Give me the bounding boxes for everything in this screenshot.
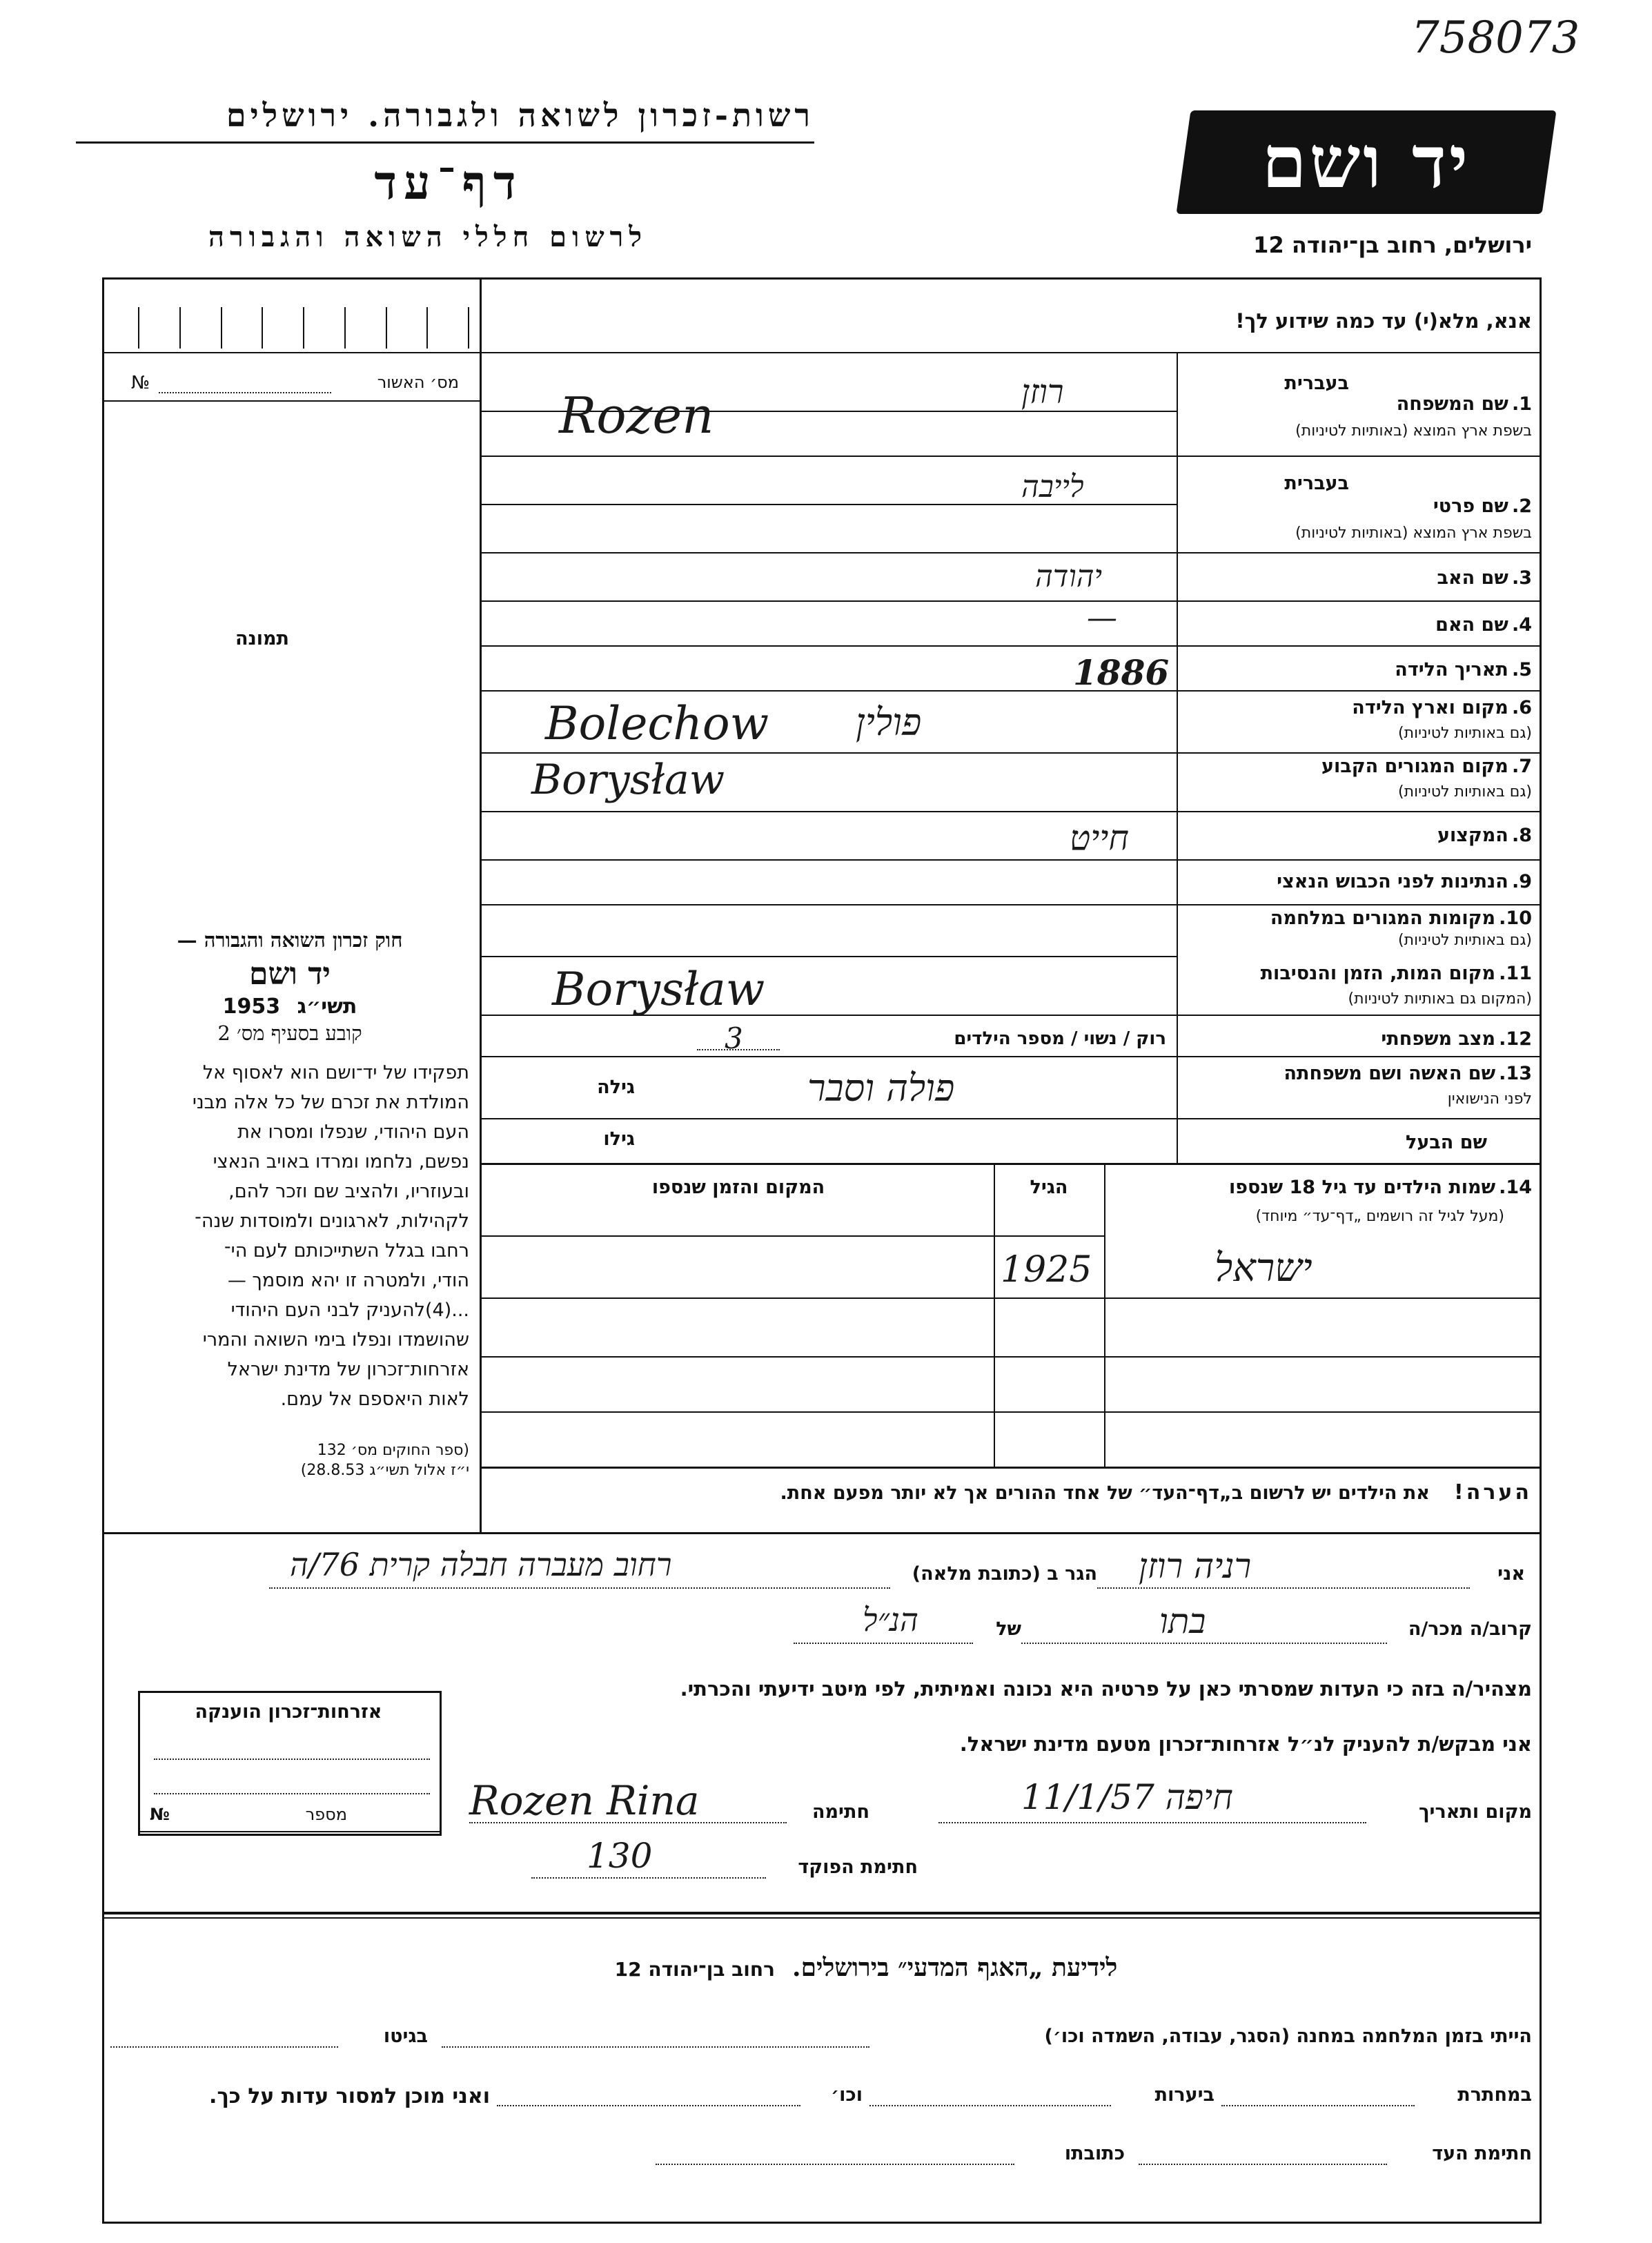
certificate-box xyxy=(138,1691,442,1836)
field-12-status: רוק / נשוי / מספר הילדים xyxy=(954,1028,1166,1049)
organization-title: רשות-זכרון לשואה ולגבורה. ירושלים xyxy=(226,97,814,134)
footer-line2-c: וכו׳ xyxy=(831,2084,863,2106)
field-5-title: תאריך הלידה xyxy=(1395,659,1508,680)
form-subtitle: לרשום חללי השואה והגבורה xyxy=(208,221,648,253)
decl-relation-line xyxy=(1021,1643,1387,1644)
field-2-sub: בשפת ארץ המוצא (באותיות לטיניות) xyxy=(1295,525,1532,542)
field-8-value[interactable]: חייט xyxy=(1070,818,1130,858)
row-sep xyxy=(481,1163,1540,1165)
law-line: העם היהודי, שנפלו ומסרו את xyxy=(237,1122,469,1143)
row-sep xyxy=(481,956,1177,957)
row-sep xyxy=(481,811,1540,812)
field-13-maiden-tag: גילה xyxy=(597,1077,635,1098)
field-1-sub: בשפת ארץ המוצא (באותיות לטיניות) xyxy=(1295,422,1532,440)
footer-witness-signature-field[interactable] xyxy=(1139,2164,1387,2165)
law-line: לאות היאספם אל עמם. xyxy=(280,1389,469,1410)
children-header-line xyxy=(481,1235,1104,1237)
decl-line-3: מצהיר/ה בזה כי העדות שמסרתי כאן על פרטיה היא נכונה ואמיתית, לפי מיטב ידיעתי והכרתי. xyxy=(680,1677,1532,1701)
field-9-title: הנתינות לפני הכבוש הנאצי xyxy=(1277,871,1508,892)
decl-of-line xyxy=(794,1643,973,1644)
decl-relation[interactable]: בתו xyxy=(1159,1601,1206,1641)
row-sep xyxy=(481,690,1540,692)
field-7-title: מקום המגורים הקבוע xyxy=(1321,756,1508,777)
field-6-latin-value[interactable]: Bolechow xyxy=(545,697,769,750)
law-line: אזרחות־זכרון של מדינת ישראל xyxy=(227,1359,469,1380)
field-1-heb-tag: בעברית xyxy=(1284,373,1349,394)
signature-label: חתימה xyxy=(812,1801,869,1823)
child-1-name[interactable]: ישראל xyxy=(1215,1246,1312,1291)
footer-line2-b: ביערות xyxy=(1154,2084,1215,2106)
certificate-divider xyxy=(140,1831,440,1832)
law-name: יד ושם xyxy=(249,957,331,992)
note-bottom-line xyxy=(104,1532,1540,1534)
field-13-sub: לפני הנישואין xyxy=(1447,1090,1532,1108)
row-sep xyxy=(481,600,1540,602)
field-10-title: מקומות המגורים במלחמה xyxy=(1270,908,1496,929)
field-13-label xyxy=(1183,1063,1532,1084)
law-line: נפשם, נלחמו ומרדו באויב הנאצי xyxy=(213,1151,469,1173)
place-date-value[interactable]: 11/1/57 חיפה xyxy=(1021,1777,1233,1817)
row-sep xyxy=(481,1118,1540,1119)
row-sep xyxy=(481,1056,1540,1057)
field-5-num: 5. xyxy=(1511,659,1532,680)
note-text: את הילדים יש לרשום ב„דף־העד״ של אחד ההורים אך לא יותר מפעם אחת. xyxy=(780,1482,1430,1504)
approval-number-field[interactable] xyxy=(159,392,331,393)
children-row-line xyxy=(481,1356,1540,1358)
children-title: שמות הילדים עד גיל 18 שנספו xyxy=(1229,1177,1496,1198)
footer-line1-b: בגיטו xyxy=(383,2026,428,2047)
approval-row-line xyxy=(104,352,1540,353)
logo-text: יד ושם xyxy=(1261,119,1471,204)
footer-ghetto-field[interactable] xyxy=(110,2046,338,2048)
children-row-line xyxy=(481,1411,1540,1413)
field-11-sub: (המקום גם באותיות לטיניות) xyxy=(1348,990,1532,1008)
field-7-num: 7. xyxy=(1511,756,1532,777)
field-11-title: מקום המות, הזמן והנסיבות xyxy=(1260,963,1496,984)
footer-line1-field[interactable] xyxy=(442,2046,869,2048)
law-line: לקהילות, לארגונים ולמוסדות שנה־ xyxy=(195,1211,469,1232)
children-col-age: הגיל xyxy=(1030,1177,1068,1198)
field-2-heb-value[interactable]: לייבה xyxy=(1021,469,1084,505)
footer-forest-field[interactable] xyxy=(869,2105,1111,2106)
children-col-border xyxy=(994,1163,995,1467)
field-7-label xyxy=(1183,756,1532,777)
row-sep xyxy=(481,456,1540,457)
children-sub: (מעל לגיל זה רושמים „דף־עד״ מיוחד) xyxy=(1255,1208,1504,1225)
children-col-border xyxy=(1104,1163,1105,1467)
field-5-label xyxy=(1183,659,1532,680)
children-label xyxy=(1111,1177,1532,1198)
field-2-title: שם פרטי xyxy=(1433,496,1508,517)
approval-num-sign: № xyxy=(131,373,150,393)
footer-line1-a: הייתי בזמן המלחמה במחנה (הסגר, עבודה, השמדה וכו׳) xyxy=(1044,2026,1532,2047)
certificate-line xyxy=(154,1759,430,1760)
field-10-num: 10. xyxy=(1499,908,1532,929)
law-title: חוק זכרון השואה והגבורה — xyxy=(177,928,403,952)
section-divider xyxy=(104,1912,1540,1914)
intro-text: אנא, מלא(י) עד כמה שידוע לך! xyxy=(1235,309,1532,333)
footer-address: רחוב בן־יהודה 12 xyxy=(614,1958,775,1981)
org-title-underline xyxy=(76,141,814,144)
field-1-latin-value[interactable]: Rozen xyxy=(559,386,714,444)
law-reference-1: (ספר החוקים מס׳ 132 xyxy=(317,1442,469,1459)
field-13-value[interactable]: פולה וסבר xyxy=(807,1066,955,1110)
law-line: ...(4)להעניק לבני העם היהודי xyxy=(230,1300,469,1321)
field-1-num: 1. xyxy=(1511,393,1532,415)
officer-value[interactable]: 130 xyxy=(587,1836,653,1876)
decl-name[interactable]: רניה רוזן xyxy=(1139,1546,1252,1586)
children-col-place: המקום והזמן שנספו xyxy=(651,1177,825,1198)
form-title: דף־עד xyxy=(374,155,523,210)
decl-address[interactable]: רחוב מעברה חבלה קרית 76/ה xyxy=(290,1546,672,1583)
field-12-title: מצב משפחתי xyxy=(1381,1028,1496,1050)
decl-ani: אני xyxy=(1497,1563,1525,1585)
field-3-title: שם האב xyxy=(1437,567,1508,589)
photo-label: תמונה xyxy=(235,628,290,649)
row-sep xyxy=(481,859,1540,861)
field-1-heb-value[interactable]: רוזן xyxy=(1021,373,1064,411)
section-divider xyxy=(104,1917,1540,1919)
field-11-num: 11. xyxy=(1499,963,1532,984)
law-year-heb: תשי״ג xyxy=(297,995,357,1019)
law-line: תפקידו של יד־ושם הוא לאסוף אל xyxy=(202,1062,469,1084)
husband-maiden-tag: גילו xyxy=(603,1128,635,1150)
approval-label: מס׳ האשור xyxy=(377,373,459,392)
field-4-title: שם האם xyxy=(1435,614,1508,636)
row-sep xyxy=(481,552,1540,554)
header-address: ירושלים, רחוב בן־יהודה 12 xyxy=(1253,232,1532,258)
approval-bottom-line xyxy=(104,400,481,402)
field-2-label xyxy=(1183,496,1532,517)
row-sep xyxy=(481,645,1540,647)
yad-vashem-logo xyxy=(1176,110,1556,214)
children-row-line xyxy=(481,1467,1540,1469)
certificate-line xyxy=(154,1793,430,1794)
field-4-num: 4. xyxy=(1511,614,1532,636)
signature-value[interactable]: Rozen Rina xyxy=(469,1777,700,1824)
decl-name-line xyxy=(1097,1587,1470,1589)
law-text xyxy=(110,1058,469,1414)
field-1-label xyxy=(1183,393,1532,415)
certificate-number-label: מספר xyxy=(305,1805,347,1824)
field-13-num: 13. xyxy=(1499,1063,1532,1084)
field-6-title: מקום וארץ הלידה xyxy=(1352,697,1508,718)
footer-line3-a: חתימת העד xyxy=(1432,2143,1532,2164)
law-line: הודי, ולמטרה זו יהא מוסמך — xyxy=(227,1270,469,1291)
law-block xyxy=(110,928,469,1479)
footer-title: לידיעת „האגף המדעי״ בירושלים. xyxy=(792,1953,1118,1982)
children-row-line xyxy=(481,1297,1540,1299)
officer-line xyxy=(531,1877,766,1879)
row-sep xyxy=(481,904,1540,905)
decl-address-line xyxy=(269,1587,890,1589)
certificate-num-sign: № xyxy=(150,1805,170,1824)
field-3-num: 3. xyxy=(1511,567,1532,589)
footer-line2-a: במחתרת xyxy=(1457,2084,1532,2106)
note-line xyxy=(483,1480,1532,1505)
field-4-value[interactable]: — xyxy=(1087,600,1117,636)
decl-shel: של xyxy=(996,1618,1021,1640)
row-sep xyxy=(481,752,1540,754)
decl-line-4: אני מבקש/ת להעניק לנ״ל אזרחות־זכרון מטעם מדינת ישראל. xyxy=(959,1732,1532,1756)
footer-etc-field[interactable] xyxy=(497,2105,800,2106)
husband-label: שם הבעל xyxy=(1405,1132,1487,1153)
field-6-sub: (גם באותיות לטיניות) xyxy=(1398,725,1532,742)
approval-grid xyxy=(138,307,469,349)
law-year: 1953 xyxy=(222,995,281,1019)
field-4-label xyxy=(1183,614,1532,636)
child-1-age[interactable]: 1925 xyxy=(1001,1249,1092,1291)
field-9-num: 9. xyxy=(1511,871,1532,892)
field-7-sub: (גם באותיות לטיניות) xyxy=(1398,783,1532,801)
label-column-border xyxy=(1177,352,1178,1163)
certificate-title: אזרחות־זכרון הוענקה xyxy=(195,1701,382,1723)
reference-number: 758073 xyxy=(1411,12,1580,63)
field-11-latin-value[interactable]: Borysław xyxy=(552,963,765,1016)
field-10-label xyxy=(1183,908,1532,929)
law-year-line xyxy=(110,995,469,1019)
field-8-title: המקצוע xyxy=(1437,825,1508,846)
decl-gar-b: הגר ב (כתובת מלאה) xyxy=(912,1563,1097,1585)
field-3-value[interactable]: יהודה xyxy=(1035,559,1103,594)
law-line: שהושמדו ונפלו בימי השואה והמרי xyxy=(202,1329,469,1351)
decl-relative: קרוב/ה מכר/ה xyxy=(1408,1618,1532,1640)
law-reference-2: י״ז אלול תשי״ג 28.8.53) xyxy=(300,1462,469,1479)
footer-line2-d: ואני מוכן למסור עדות על כך. xyxy=(209,2084,490,2108)
field-12-num: 12. xyxy=(1499,1028,1532,1050)
field-7-latin-value[interactable]: Borysław xyxy=(531,756,725,804)
law-clause: קובע בסעיף מס׳ 2 xyxy=(217,1021,362,1045)
field-8-num: 8. xyxy=(1511,825,1532,846)
footer-title-line xyxy=(483,1953,1249,1982)
footer-witness-address-field[interactable] xyxy=(656,2164,1014,2165)
field-9-label xyxy=(1183,871,1532,892)
field-2-num: 2. xyxy=(1511,496,1532,517)
law-line: המולדת את זכרם של כל אלה מבני xyxy=(192,1092,469,1113)
field-6-num: 6. xyxy=(1511,697,1532,718)
place-date-label: מקום ותאריך xyxy=(1418,1801,1532,1823)
field-10-sub: (גם באותיות לטיניות) xyxy=(1398,932,1532,949)
field-12-children[interactable]: 3 xyxy=(725,1021,743,1055)
field-5-value[interactable]: 1886 xyxy=(1073,652,1170,693)
footer-line3-b: כתובתו xyxy=(1064,2143,1125,2164)
law-line: רחבו בגלל השתייכותם לעם הי־ xyxy=(224,1240,469,1262)
left-column-border xyxy=(480,277,482,1534)
field-3-label xyxy=(1183,567,1532,589)
field-13-title: שם האשה ושם משפחתה xyxy=(1284,1063,1496,1084)
field-6-label xyxy=(1183,697,1532,718)
officer-label: חתימת הפוקד xyxy=(798,1857,918,1878)
field-2-heb-tag: בעברית xyxy=(1284,473,1349,494)
field-12-label xyxy=(1183,1028,1532,1050)
place-date-line xyxy=(938,1822,1366,1823)
field-8-label xyxy=(1183,825,1532,846)
note-label: הערה! xyxy=(1454,1480,1532,1505)
footer-underground-field[interactable] xyxy=(1221,2105,1415,2106)
children-num: 14. xyxy=(1499,1177,1532,1198)
decl-of-name[interactable]: הנ״ל xyxy=(863,1601,918,1638)
field-6-value[interactable]: פולין xyxy=(856,701,922,744)
field-1-title: שם המשפחה xyxy=(1396,393,1508,415)
law-line: ובעוזריו, ולהציב שם וזכר להם, xyxy=(228,1181,469,1202)
field-11-label xyxy=(1183,963,1532,984)
